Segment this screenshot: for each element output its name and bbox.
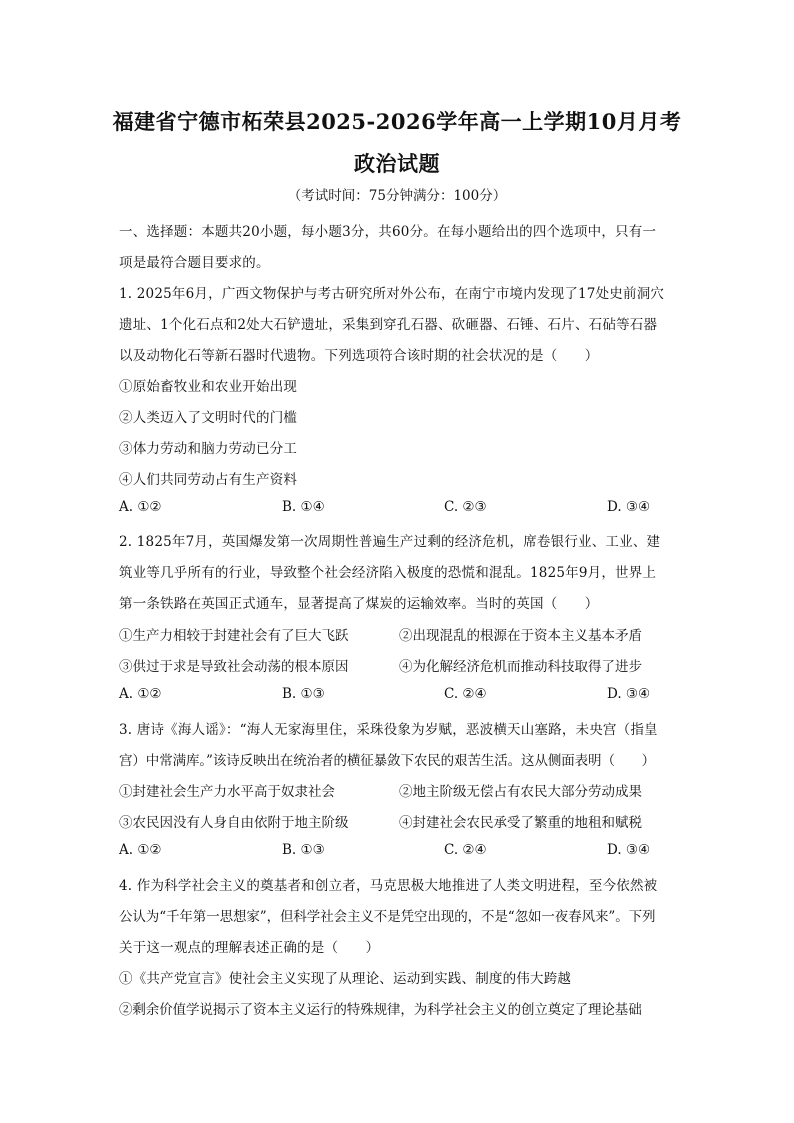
question-2-statements-row: [119, 624, 679, 642]
question-1-statement: ④人们共同劳动占有生产资料: [119, 472, 298, 488]
option-d[interactable]: D. ③④: [607, 686, 651, 702]
question-1-statement: ②人类迈入了文明时代的门槛: [119, 410, 298, 426]
question-2-statements-row: [119, 655, 679, 673]
exam-time-score: （考试时间：75分钟满分：100分）: [287, 188, 507, 204]
question-1-stem: 1. 2025年6月，广西文物保护与考古研究所对外公布，在南宁市境内发现了17处史前洞穴: [119, 286, 665, 302]
option-d[interactable]: D. ③④: [607, 842, 651, 858]
question-3-statement: ①封建社会生产力水平高于奴隶社会: [119, 784, 335, 800]
question-1-stem: 遗址、1个化石点和2处大石铲遗址，采集到穿孔石器、砍砸器、石锤、石片、石砧等石器: [119, 317, 658, 333]
question-3-statements-row: [119, 780, 679, 798]
question-2-stem: 2. 1825年7月，英国爆发第一次周期性普遍生产过剩的经济危机，席卷银行业、工业、建: [119, 534, 661, 550]
option-a[interactable]: A. ①②: [119, 499, 162, 515]
question-2-statement: ①生产力相较于封建社会有了巨大飞跃: [119, 628, 349, 644]
option-c[interactable]: C. ②④: [444, 842, 487, 858]
option-b[interactable]: B. ①④: [282, 499, 325, 515]
question-2-options: [119, 686, 679, 704]
question-3-statement: ②地主阶级无偿占有农民大部分劳动成果: [399, 784, 642, 800]
option-a[interactable]: A. ①②: [119, 686, 162, 702]
question-3-stem: 宫）中常满库。”该诗反映出在统治者的横征暴敛下农民的艰苦生活。这从侧面表明（ ）: [119, 753, 656, 769]
exam-subject-title: 政治试题: [354, 151, 440, 176]
question-2-stem: 第一条铁路在英国正式通车，显著提高了煤炭的运输效率。当时的英国（ ）: [119, 596, 599, 612]
question-1-statement: ③体力劳动和脑力劳动已分工: [119, 441, 298, 457]
option-c[interactable]: C. ②③: [444, 499, 487, 515]
section-instruction: 一、选择题：本题共20小题，每小题3分，共60分。在每小题给出的四个选项中，只有一: [119, 224, 657, 240]
question-3-stem: 3. 唐诗《海人谣》：“海人无家海里住，采珠役象为岁赋，恶波横天山塞路，未央宫（指皇: [119, 722, 658, 738]
question-3-options: [119, 842, 679, 860]
question-3-statement: ④封建社会农民承受了繁重的地租和赋税: [399, 815, 642, 831]
question-2-stem: 筑业等几乎所有的行业，导致整个社会经济陷入极度的恐慌和混乱。1825年9月，世界上: [119, 565, 657, 581]
question-4-statement: ①《共产党宣言》使社会主义实现了从理论、运动到实践、制度的伟大跨越: [119, 971, 572, 987]
section-instruction: 项是最符合题目要求的。: [119, 255, 270, 271]
question-4-statement: ②剩余价值学说揭示了资本主义运行的特殊规律，为科学社会主义的创立奠定了理论基础: [119, 1002, 642, 1018]
exam-title: 福建省宁德市柘荣县2025-2026学年高一上学期10月月考: [112, 109, 682, 134]
option-b[interactable]: B. ①③: [282, 686, 325, 702]
question-1-options: [119, 499, 679, 517]
question-3-statements-row: [119, 811, 679, 829]
question-4-stem: 4. 作为科学社会主义的奠基者和创立者，马克思极大地推进了人类文明进程，至今依然被: [119, 878, 658, 894]
question-2-statement: ②出现混乱的根源在于资本主义基本矛盾: [399, 628, 642, 644]
question-1-stem: 以及动物化石等新石器时代遗物。下列选项符合该时期的社会状况的是（ ）: [119, 348, 599, 364]
option-a[interactable]: A. ①②: [119, 842, 162, 858]
option-c[interactable]: C. ②④: [444, 686, 487, 702]
question-3-statement: ③农民因没有人身自由依附于地主阶级: [119, 815, 349, 831]
question-4-stem: 关于这一观点的理解表述正确的是（ ）: [119, 940, 380, 956]
option-b[interactable]: B. ①③: [282, 842, 325, 858]
question-4-stem: 公认为“千年第一思想家”，但科学社会主义不是凭空出现的，不是“忽如一夜春风来”。下列: [119, 909, 656, 925]
question-2-statement: ③供过于求是导致社会动荡的根本原因: [119, 659, 349, 675]
question-1-statement: ①原始畜牧业和农业开始出现: [119, 379, 298, 395]
option-d[interactable]: D. ③④: [607, 499, 651, 515]
question-2-statement: ④为化解经济危机而推动科技取得了进步: [399, 659, 642, 675]
